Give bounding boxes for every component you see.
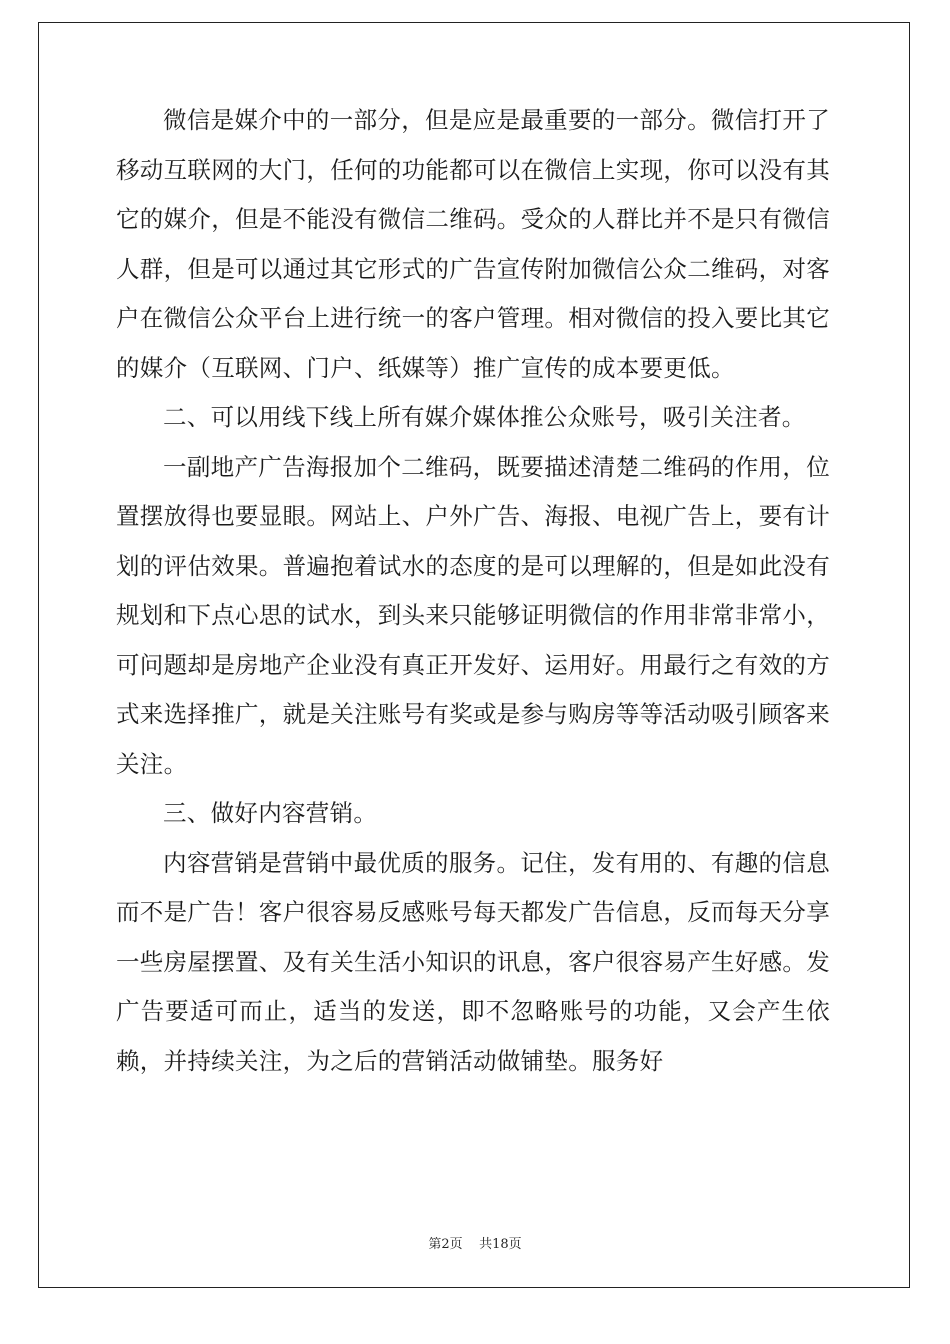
paragraph-heading-two: 二、可以用线下线上所有媒介媒体推公众账号，吸引关注者。	[163, 403, 806, 431]
page-number-footer: 第2页 共18页	[428, 1237, 522, 1252]
paragraph-qr-poster: 一副地产广告海报加个二维码，既要描述清楚二维码的作用，位置摆放得也要显眼。网站上、户外广告、海报、电视广告上，要有计划的评估效果。普遍抱着试水的态度的是可以理解的，但是如此没有规划和下点心思的试水，到头来只能够证明微信的作用非常非常小，可问题却是房地产企业没有真正开发好、运用好。用最行之有效的方式来选择推广，就是关注账号有奖或是参与购房等等活动吸引顾客来关注。	[116, 452, 830, 778]
paragraph-content-marketing: 内容营销是营销中最优质的服务。记住，发有用的、有趣的信息而不是广告！客户很容易反感账号每天都发广告信息，反而每天分享一些房屋摆置、及有关生活小知识的讯息，客户很容易产生好感。发广告要适可而止，适当的发送，即不忽略账号的功能，又会产生依赖，并持续关注，为之后的营销活动做铺垫。服务好	[116, 848, 830, 1075]
paragraph-heading-three: 三、做好内容营销。	[163, 799, 378, 827]
paragraph-wechat-importance: 微信是媒介中的一部分，但是应是最重要的一部分。微信打开了移动互联网的大门，任何的功能都可以在微信上实现，你可以没有其它的媒介，但是不能没有微信二维码。受众的人群比并不是只有微信人群，但是可以通过其它形式的广告宣传附加微信公众二维码，对客户在微信公众平台上进行统一的客户管理。相对微信的投入要比其它的媒介（互联网、门户、纸媒等）推广宣传的成本要更低。	[116, 106, 830, 382]
document-body	[116, 96, 830, 1086]
